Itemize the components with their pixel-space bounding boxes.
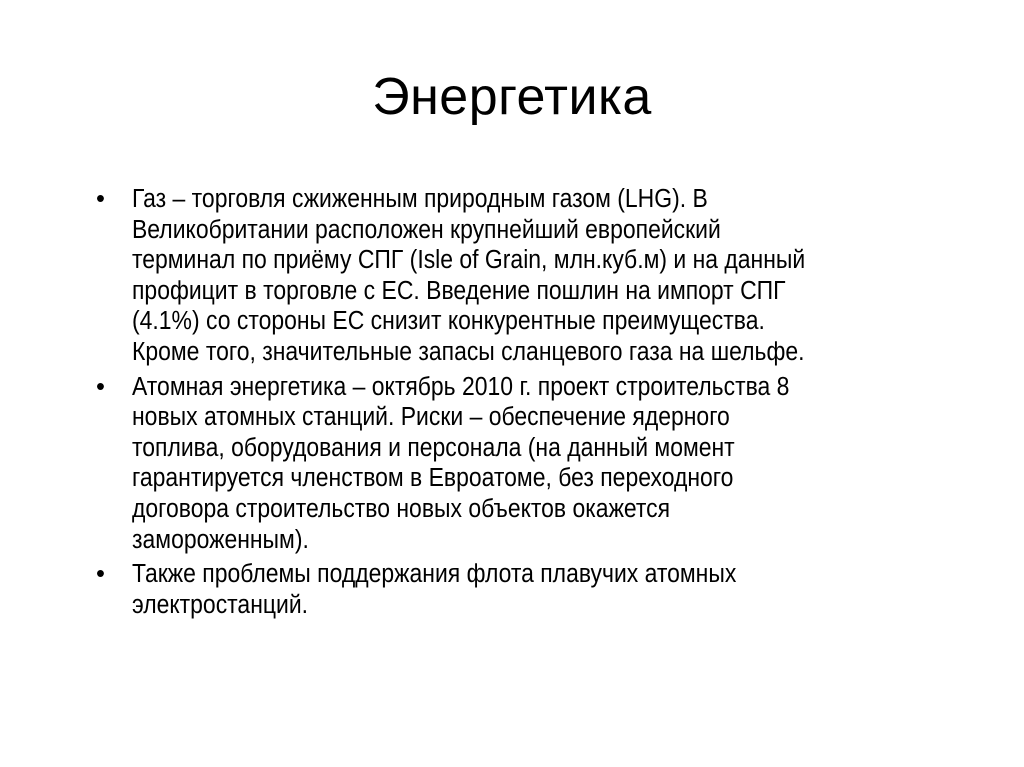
bullet-floating-plants <box>96 559 976 620</box>
bullet-list <box>96 184 976 624</box>
bullet-dot-icon: • <box>96 185 105 213</box>
bullet-text-line: профицит в торговле с ЕС. Введение пошлин на импорт СПГ <box>132 276 786 305</box>
bullet-dot-icon: • <box>96 372 105 401</box>
bullet-text-line: Кроме того, значительные запасы сланцевого газа на шельфе. <box>132 337 805 366</box>
bullet-text-line: топлива, оборудования и персонала (на данный момент <box>132 433 735 462</box>
bullet-nuclear <box>96 372 976 556</box>
bullet-text-line: Великобритании расположен крупнейший европейский <box>132 215 721 244</box>
slide-title: Энергетика <box>372 68 652 126</box>
bullet-dot-icon: • <box>96 560 105 589</box>
bullet-text-line: договора строительство новых объектов окажется <box>132 494 671 523</box>
bullet-text-line: терминал по приёму СПГ (Isle of Grain, млн.куб.м) и на данный <box>132 246 806 275</box>
bullet-text-line: замороженным). <box>132 525 309 554</box>
bullet-text-line: Газ – торговля сжиженным природным газом (LHG). В <box>132 185 708 213</box>
bullet-text-line: (4.1%) со стороны ЕС снизит конкурентные преимущества. <box>132 307 765 336</box>
bullet-text-line: гарантируется членством в Евроатоме, без переходного <box>132 464 734 493</box>
bullet-text-line: Атомная энергетика – октябрь 2010 г. проект строительства 8 <box>132 372 790 401</box>
bullet-text-line: электростанций. <box>132 590 309 619</box>
bullet-text-line: новых атомных станций. Риски – обеспечение ядерного <box>132 403 730 432</box>
bullet-text-line: Также проблемы поддержания флота плавучих атомных <box>132 560 737 589</box>
bullet-gas <box>96 184 976 368</box>
